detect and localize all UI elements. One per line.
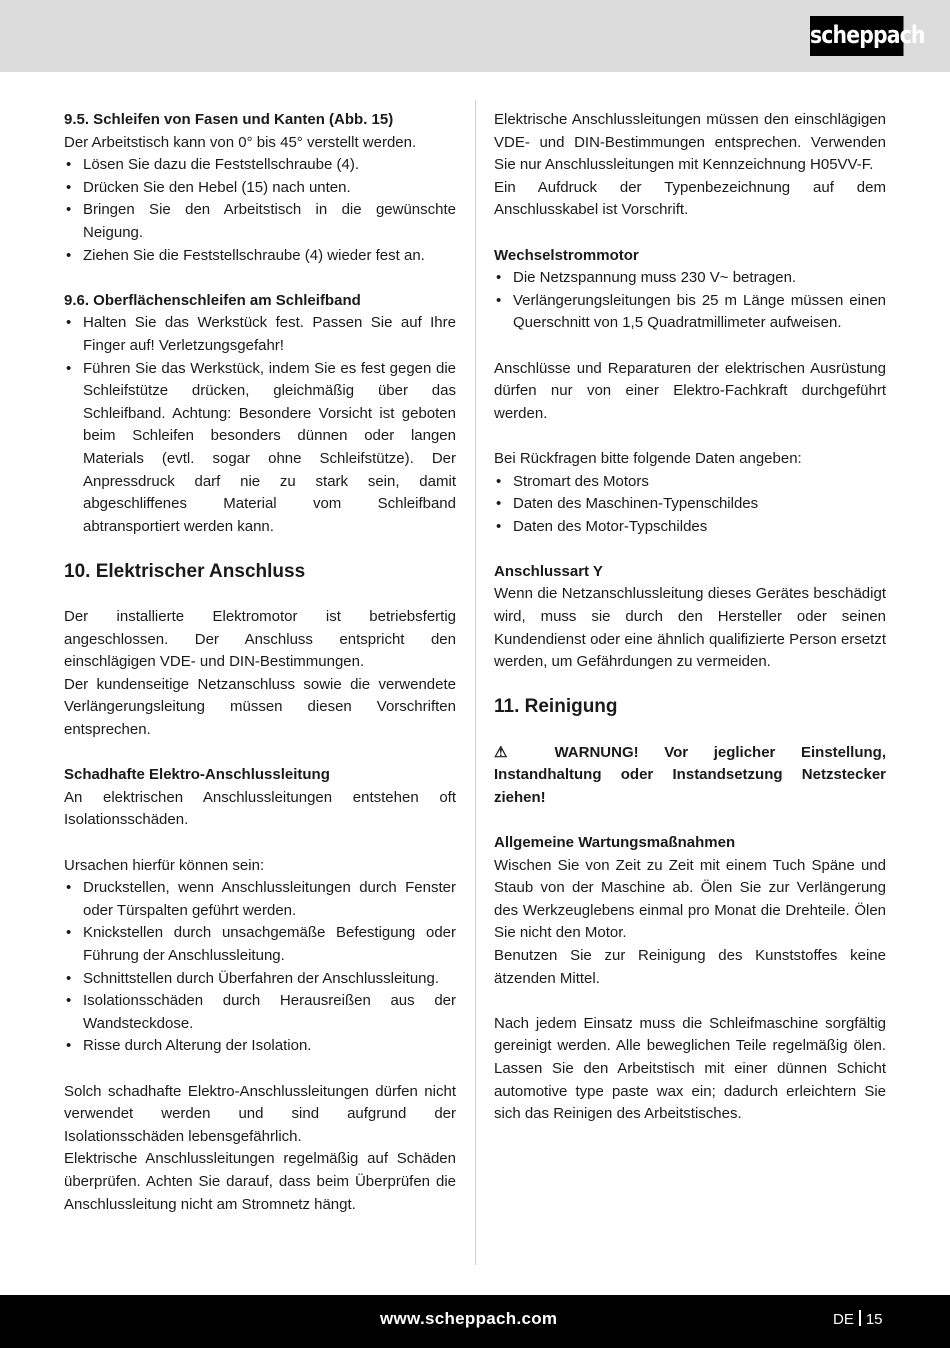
list-item: • Ziehen Sie die Feststellschraube (4) wieder fest an. — [64, 245, 456, 268]
spacer — [494, 335, 886, 358]
paragraph: Solch schadhafte Elektro-Anschlussleitungen dürfen nicht verwendet werden und sind aufgrund der Isolationsschäden lebensgefährlich. — [64, 1082, 456, 1145]
language-code: DE — [833, 1311, 854, 1328]
scheppach-logo: scheppach — [810, 16, 904, 56]
list-item: • Stromart des Motors — [494, 471, 886, 494]
spacer — [64, 742, 456, 765]
paragraph: Wenn die Netzanschlussleitung dieses Gerätes beschädigt wird, muss sie durch den Hersteller oder seinen Kundendienst oder eine ähnlich qualifizierte Person ersetzt werden, um Gefährdungen zu vermeiden. — [494, 585, 886, 671]
list-item: • Schnittstellen durch Überfahren der Anschlussleitung. — [64, 968, 456, 991]
paragraph: Elektrische Anschlussleitungen regelmäßig auf Schäden überprüfen. Achten Sie darauf, dass beim Überprüfen die Anschlussleitung nicht am Stromnetz hängt. — [64, 1150, 456, 1213]
subheading: Schadhafte Elektro-Anschlussleitung — [64, 766, 330, 784]
section-heading: 10. Elektrischer Anschluss — [64, 560, 306, 582]
paragraph: Elektrische Anschlussleitungen müssen den einschlägigen VDE- und DIN-Bestimmungen entsprechen. Verwenden Sie nur Anschlussleitungen mit Kennzeichnung H05VV-F. — [494, 111, 886, 174]
paragraph: Der kundenseitige Netzanschluss sowie die verwendete Verlängerungsleitung müssen diesen Vorschriften entsprechen. — [64, 675, 456, 739]
list-item: • Knickstellen durch unsachgemäße Befestigung oder Führung der Anschlussleitung. — [64, 922, 456, 967]
paragraph: Bei Rückfragen bitte folgende Daten angeben: — [494, 449, 802, 467]
subheading: Allgemeine Wartungsmaßnahmen — [494, 834, 736, 851]
spacer — [494, 674, 886, 697]
paragraph: Der Arbeitstisch kann von 0° bis 45° verstellt werden. — [64, 133, 417, 151]
paragraph: Ursachen hierfür können sein: — [64, 856, 265, 874]
spacer — [64, 1058, 456, 1081]
list-item: • Bringen Sie den Arbeitstisch in die gewünschte Neigung. — [64, 199, 456, 244]
paragraph: Ein Aufdruck der Typenbezeichnung auf dem Anschlusskabel ist Vorschrift. — [494, 178, 886, 219]
left-column — [64, 109, 456, 1216]
spacer — [494, 719, 886, 742]
header-bar — [0, 0, 950, 72]
spacer — [494, 809, 886, 832]
section-heading: 11. Reinigung — [494, 696, 618, 718]
list-item: • Drücken Sie den Hebel (15) nach unten. — [64, 177, 456, 200]
paragraph: Benutzen Sie zur Reinigung des Kunststoffes keine ätzenden Mittel. — [494, 946, 886, 987]
spacer — [494, 990, 886, 1013]
spacer — [494, 222, 886, 245]
list-item: • Führen Sie das Werkstück, indem Sie es fest gegen die Schleifstütze drücken, gleichmäßig über das Schleifband. Achtung: Besondere Vorsicht ist geboten beim Schleifen besonders dünnen oder langen Materials (evtl. sogar ohne Schleifstütze). Der Anpressdruck darf nie zu stark sein, damit abgeschliffenes Material vom Schleifband abtransportiert werden kann. — [64, 358, 456, 539]
list-item: • Druckstellen, wenn Anschlussleitungen durch Fenster oder Türspalten geführt werden. — [64, 877, 456, 922]
spacer — [64, 583, 456, 606]
paragraph: Anschlüsse und Reparaturen der elektrischen Ausrüstung dürfen nur von einer Elektro-Fachkraft durchgeführt werden. — [494, 359, 886, 422]
subheading: Wechselstrommotor — [494, 246, 639, 264]
spacer — [494, 538, 886, 561]
paragraph: Der installierte Elektromotor ist betriebsfertig angeschlossen. Der Anschluss entspricht den einschlägigen VDE- und DIN-Bestimmungen. — [64, 608, 456, 671]
right-column — [494, 109, 886, 1126]
subheading: Anschlussart Y — [494, 562, 603, 580]
list-item: • Daten des Motor-Typschildes — [494, 516, 886, 539]
website-link[interactable]: www.scheppach.com — [380, 1309, 558, 1328]
paragraph: Nach jedem Einsatz muss die Schleifmaschine sorgfältig gereinigt werden. Alle beweglichen Teile regelmäßig ölen. Lassen Sie den Arbeitstisch mit einer dünnen Schicht automotive type paste wax ein; dadurch erleichtern Sie sich das Reinigen des Arbeitstisches. — [494, 1014, 886, 1123]
spacer — [494, 425, 886, 448]
subheading: 9.6. Oberflächenschleifen am Schleifband — [64, 291, 361, 309]
list-item: • Risse durch Alterung der Isolation. — [64, 1035, 456, 1058]
page-indicator — [833, 1310, 883, 1328]
list-item: • Halten Sie das Werkstück fest. Passen Sie auf Ihre Finger auf! Verletzungsgefahr! — [64, 312, 456, 357]
list-item: • Daten des Maschinen-Typenschildes — [494, 493, 886, 516]
paragraph: An elektrischen Anschlussleitungen entstehen oft Isolationsschäden. — [64, 788, 456, 829]
spacer — [64, 267, 456, 290]
paragraph: Wischen Sie von Zeit zu Zeit mit einem Tuch Späne und Staub von der Maschine ab. Ölen Sie zur Verlängerung des Werkzeuglebens einmal pro Monat die Drehteile. Ölen Sie nicht den Motor. — [494, 856, 886, 942]
footer-bar — [0, 1295, 950, 1348]
list-item: • Isolationsschäden durch Herausreißen aus der Wandsteckdose. — [64, 990, 456, 1035]
list-item: • Die Netzspannung muss 230 V~ betragen. — [494, 267, 886, 290]
page-number: 15 — [865, 1311, 883, 1328]
list-item: • Verlängerungsleitungen bis 25 m Länge müssen einen Querschnitt von 1,5 Quadratmillimeter aufweisen. — [494, 290, 886, 335]
list-item: • Lösen Sie dazu die Feststellschraube (4). — [64, 154, 456, 177]
spacer — [64, 538, 456, 561]
column-divider — [475, 100, 476, 1265]
subheading: 9.5. Schleifen von Fasen und Kanten (Abb. 15) — [64, 111, 394, 128]
separator — [859, 1310, 861, 1326]
spacer — [64, 832, 456, 855]
subheading: ⚠ WARNUNG! Vor jeglicher Einstellung, Instandhaltung oder Instandsetzung Netzstecker ziehen! — [494, 743, 886, 806]
